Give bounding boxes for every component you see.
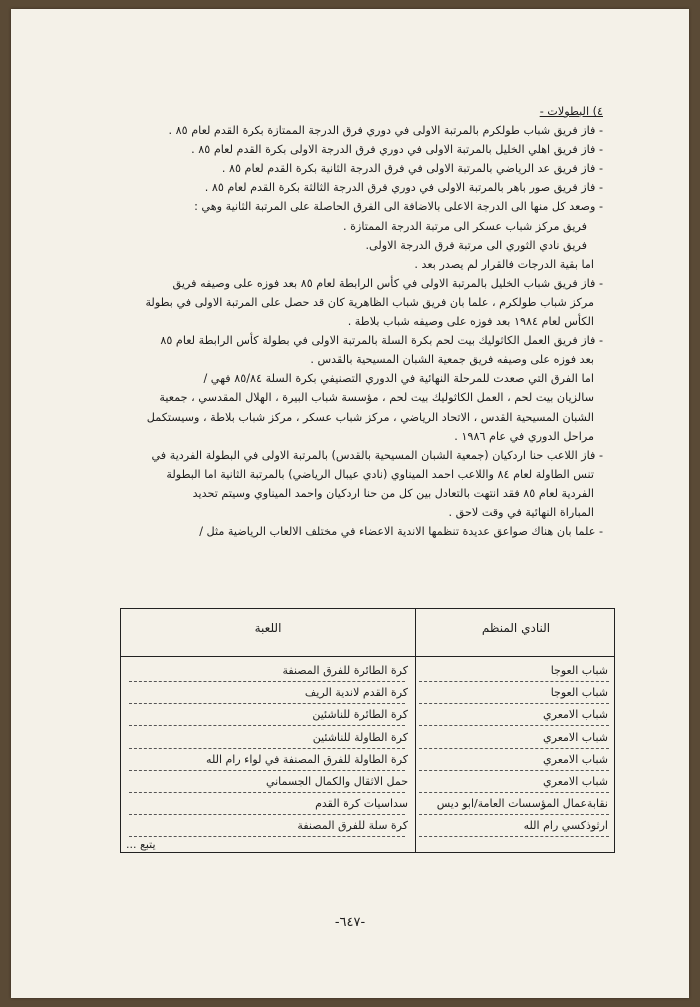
body-line: - فاز فريق عد الرياضي بالمرتبة الاولى في فرق الدرجة الثانية بكرة القدم لعام ٨٥ . [93, 159, 603, 178]
row-dotted-line [419, 748, 609, 749]
body-line: اما بقية الدرجات فالقرار لم يصدر بعد . [414, 257, 594, 271]
table-cell-club: ارثوذكسي رام الله [523, 819, 608, 833]
body-line: مركز شباب طولكرم ، علما بان فريق شباب الظاهرية كان قد حصل على المرتبة الاولى في بطولة [145, 295, 594, 309]
body-line: الكأس لعام ١٩٨٤ بعد فوزه على وصيفه شباب بلاطة . [347, 315, 594, 329]
row-dotted-line [419, 792, 609, 793]
body-line: سالزيان بيت لحم ، العمل الكاثوليك بيت لحم ، مؤسسة شباب البيرة ، الهلال المقدسي ، جمعية [159, 391, 594, 405]
page-number: -٦٤٧- [334, 915, 366, 930]
table-header-club: النادي المنظم [481, 621, 551, 635]
body-line: - علما بان هناك صواعق عديدة تنظمها الاندية الاعضاء في مختلف الالعاب الرياضية مثل / [93, 522, 603, 541]
body-line: - فاز فريق العمل الكاثوليك بيت لحم بكرة السلة بالمرتبة الاولى في بطولة كأس الرابطة لعام ٨٥ [93, 331, 603, 350]
table-cell-game: كرة الطاولة للناشئين [312, 730, 408, 744]
section-heading: ٤) البطولات - [539, 105, 603, 118]
row-dotted-line [419, 770, 609, 771]
table-cell-game: كرة الطائرة للناشئين [312, 708, 408, 722]
table-header-divider [121, 656, 614, 657]
table-cell-club: شباب الامعري [543, 775, 608, 788]
body-line: - فاز فريق صور باهر بالمرتبة الاولى في دوري فرق الدرجة الثالثة بكرة القدم لعام ٨٥ . [93, 178, 603, 197]
body-line: - فاز اللاعب حنا اردكيان (جمعية الشبان المسيحية بالقدس) بالمرتبة الاولى في البطولة الفردية في [93, 446, 603, 465]
body-line: فريق نادي الثوري الى مرتبة فرق الدرجة الاولى. [365, 238, 587, 252]
table-cell-game: كرة الطاولة للفرق المصنفة في لواء رام الله [206, 752, 408, 766]
row-dotted-line [419, 725, 609, 726]
row-dotted-line [129, 770, 405, 771]
body-line: الشبان المسيحية القدس ، الاتحاد الرياضي ، مركز شباب عسكر ، مركز شباب بلاطة ، وسيستكمل [146, 410, 594, 424]
body-line: فريق مركز شباب عسكر الى مرتبة الدرجة الممتازة . [342, 219, 587, 233]
body-text [93, 102, 603, 541]
body-line: المباراة النهائية في وقت لاحق . [448, 505, 594, 519]
table-cell-game: كرة القدم لاندية الريف [304, 686, 408, 700]
table-cell-club: شباب الامعري [543, 730, 608, 744]
row-dotted-line [419, 836, 609, 837]
row-dotted-line [419, 681, 609, 682]
table-header-game: اللعبة [254, 621, 282, 635]
row-dotted-line [129, 748, 405, 749]
body-line: بعد فوزه على وصيفه فريق جمعية الشبان المسيحية بالقدس . [310, 353, 594, 367]
body-line: - فاز فريق اهلي الخليل بالمرتبة الاولى في دوري فرق الدرجة الاولى بكرة القدم لعام ٨٥ . [93, 140, 603, 159]
body-line: اما الفرق التي صعدت للمرحلة النهائية في الدوري التصنيفي بكرة السلة ٨٥/٨٤ فهي / [203, 372, 594, 386]
body-line: - فاز فريق شباب الخليل بالمرتبة الاولى في كأس الرابطة لعام ٨٥ بعد فوزه على وصيفه فريق [93, 274, 603, 293]
row-dotted-line [129, 681, 405, 682]
row-dotted-line [129, 725, 405, 726]
table-cell-game: حمل الاثقال والكمال الجسماني [265, 775, 408, 788]
table-cell-club: شباب العوجا [550, 664, 608, 677]
row-dotted-line [129, 703, 405, 704]
row-dotted-line [129, 792, 405, 793]
body-line: الفردية لعام ٨٥ فقد انتهت بالتعادل بين كل من حنا اردكيان واحمد الميناوي وسيتم تحديد [192, 486, 594, 500]
row-dotted-line [129, 836, 405, 837]
table-cell-club: شباب العوجا [550, 686, 608, 700]
row-dotted-line [419, 703, 609, 704]
table-cell-club: نقابةعمال المؤسسات العامة/ابو ديس [436, 797, 608, 811]
row-dotted-line [419, 814, 609, 815]
continued-note: يتبع ... [126, 838, 156, 851]
table-cell-game: سداسيات كرة القدم [315, 797, 408, 811]
clubs-table [120, 608, 615, 853]
body-line: تنس الطاولة لعام ٨٤ واللاعب احمد الميناوي (نادي عيبال الرياضي) بالمرتبة الثانية اما البطولة [166, 467, 594, 481]
table-column-divider [415, 609, 416, 852]
body-line: - وصعد كل منها الى الدرجة الاعلى بالاضافة الى الفرق الحاصلة على المرتبة الثانية وهي : [93, 197, 603, 216]
row-dotted-line [129, 814, 405, 815]
paragraph-lines [93, 121, 603, 541]
table-cell-game: كرة الطائرة للفرق المصنفة [282, 664, 408, 677]
body-line: - فاز فريق شباب طولكرم بالمرتبة الاولى في دوري فرق الدرجة الممتازة بكرة القدم لعام ٨٥ . [93, 121, 603, 140]
table-cell-club: شباب الامعري [543, 708, 608, 722]
table-cell-club: شباب الامعري [543, 752, 608, 766]
body-line: مراحل الدوري في عام ١٩٨٦ . [454, 429, 594, 443]
table-cell-game: كرة سلة للفرق المصنفة [297, 819, 408, 833]
